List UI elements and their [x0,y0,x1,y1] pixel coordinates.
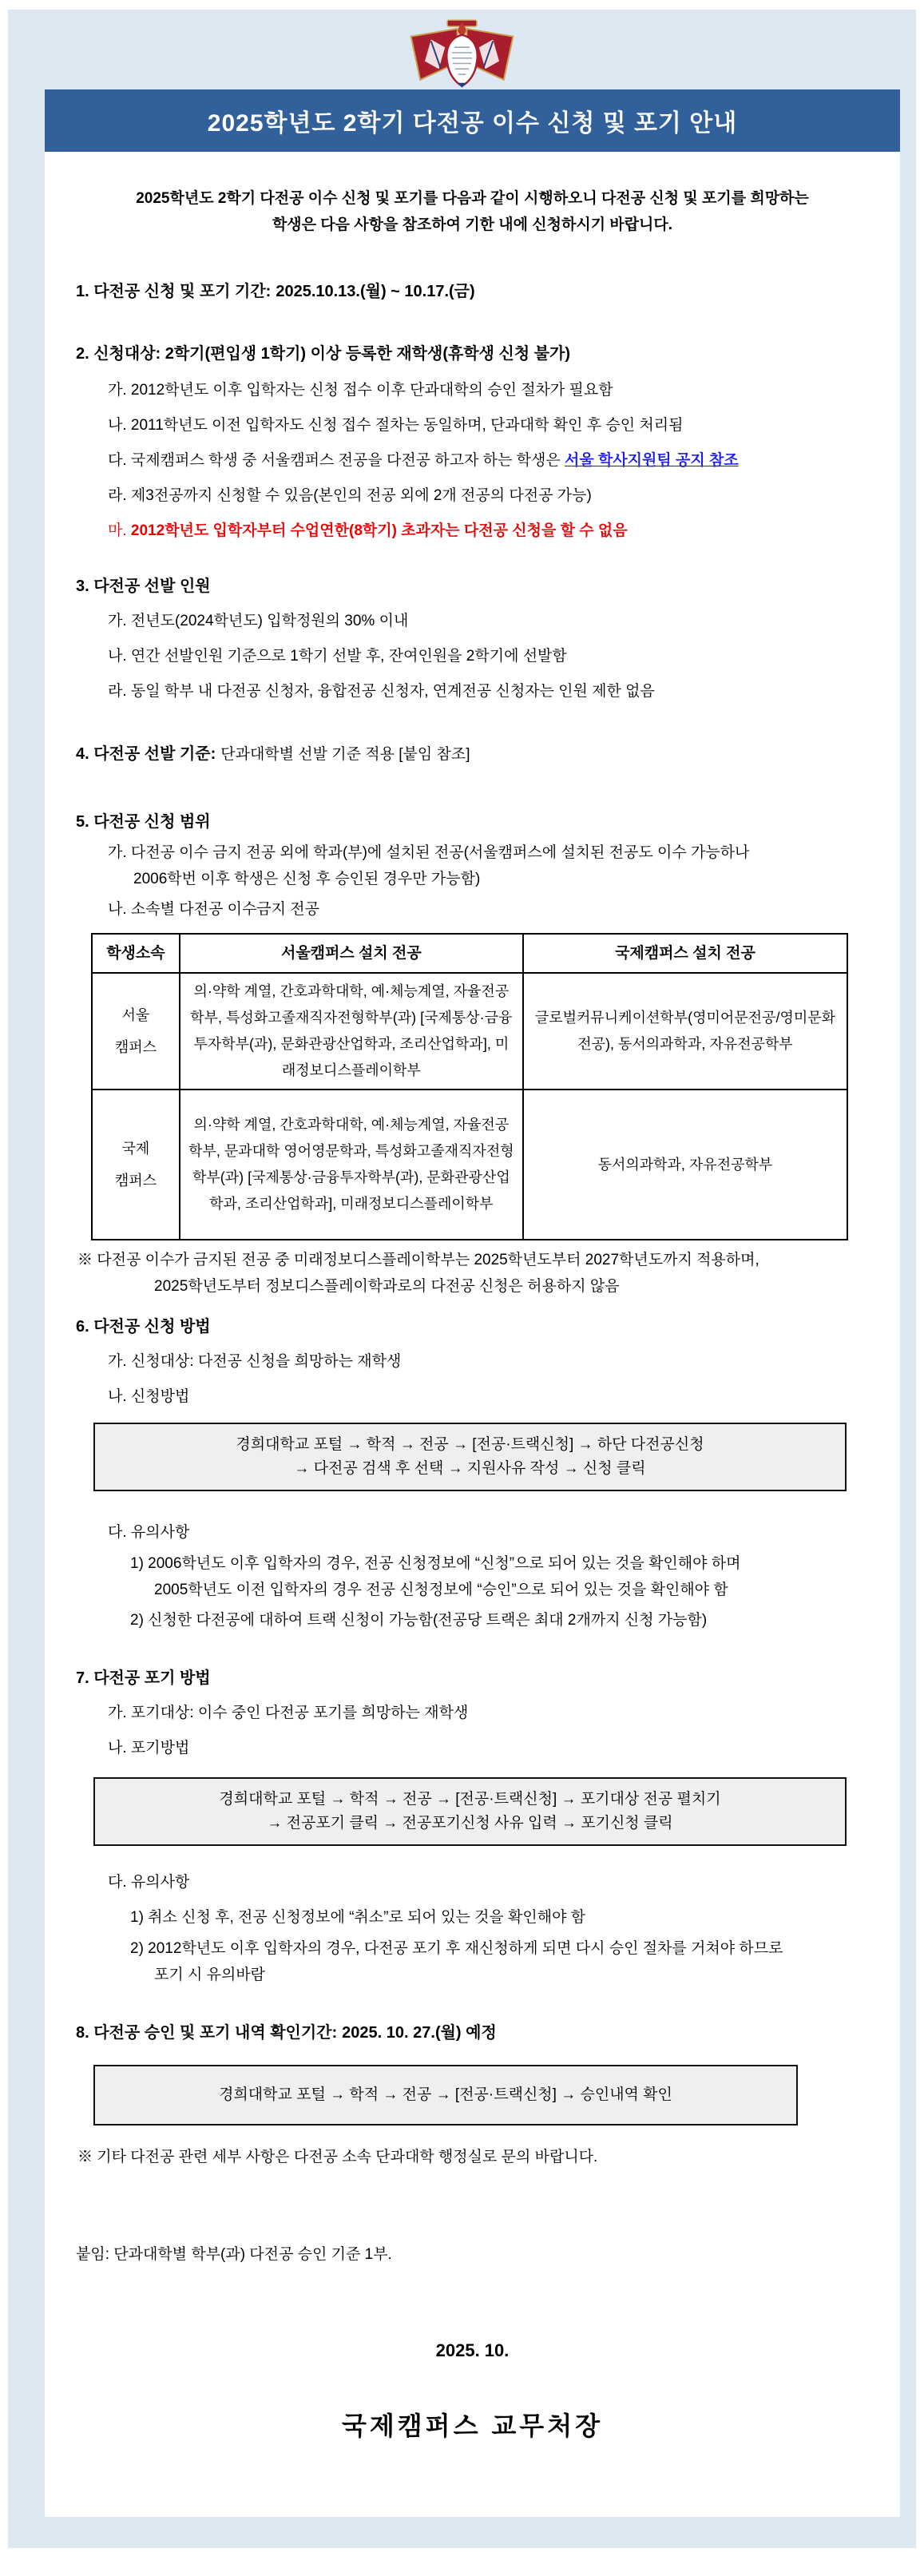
issue-date: 2025. 10. [435,2340,510,2360]
procedure-line: 경희대학교 포털 → 학적 → 전공 → [전공·트랙신청] → 하단 다전공신청 [236,1436,704,1453]
list-item: 가. 2012학년도 이후 입학자는 신청 접수 이후 단과대학의 승인 절차가 필요함 [108,382,613,399]
campus-name-line: 캠퍼스 [114,1039,157,1055]
signature: 국제캠퍼스 교무처장 [341,2411,604,2440]
procedure-box-apply [93,1423,847,1491]
list-item: 나. 2011학년도 이전 입학자도 신청 접수 절차는 동일하며, 단과대학 확인 후 승인 처리됨 [108,417,684,434]
list-item: 나. 소속별 다전공 이수금지 전공 [108,901,319,918]
section-4-label: 4. 다전공 선발 기준: [76,745,216,763]
cell-seoul-majors: 의·약학 계열, 간호과학대학, 예·체능계열, 자율전공학부, 문과대학 영어영문학과, 특성화고졸재직자전형학부(과) [국제통상·금융투자학부(과), 문화관광산업학과, 조리산업학과], 미래정보디스플레이학부 [180,1090,523,1240]
sub-item-line: 1) 2006학년도 이후 입학자의 경우, 전공 신청정보에 “신청”으로 되어 있는 것을 확인해야 하며 [130,1555,741,1572]
cell-campus [92,1090,180,1240]
content-box [45,152,900,2517]
sub-list-item [45,1550,900,1603]
list-item: 다. 유의사항 [108,1874,190,1891]
intro-paragraph [45,185,900,238]
list-item-text: 다. 국제캠퍼스 학생 중 서울캠퍼스 전공을 다전공 하고자 하는 학생은 [108,452,565,469]
list-item [45,443,900,478]
section-8-label: 8. 다전공 승인 및 포기 내역 확인기간: [76,2024,338,2042]
section-4-value: 단과대학별 선발 기준 적용 [붙임 참조] [220,746,470,763]
procedure-box-confirm [93,2065,798,2125]
sub-list-item [45,1935,900,1988]
cell-global-majors: 동서의과학과, 자유전공학부 [523,1090,847,1240]
sub-list-item: 1) 취소 신청 후, 전공 신청정보에 “취소”로 되어 있는 것을 확인해야 함 [130,1909,586,1926]
warning-text: 2012학년도 입학자부터 수업연한(8학기) 초과자는 다전공 신청을 할 수 없음 [130,522,628,539]
table-header-row [92,934,847,973]
table-footnote [45,1247,900,1300]
list-item-marker: 마. [108,522,131,539]
column-header-affiliation: 학생소속 [92,934,180,973]
cell-global-majors: 글로벌커뮤니케이션학부(영미어문전공/영미문화전공), 동서의과학과, 자유전공학부 [523,973,847,1090]
column-header-seoul-campus: 서울캠퍼스 설치 전공 [180,934,523,973]
contact-note: ※ 기타 다전공 관련 세부 사항은 다전공 소속 단과대학 행정실로 문의 바랍니다. [77,2149,598,2165]
procedure-line: → 전공포기 클릭 → 전공포기신청 사유 입력 → 포기신청 클릭 [267,1815,673,1832]
section-1-label: 1. 다전공 신청 및 포기 기간: [76,283,272,300]
campus-name-line: 캠퍼스 [114,1173,157,1189]
list-item-line: 2006학번 이후 학생은 신청 후 승인된 경우만 가능함) [133,871,481,887]
sub-item-line: 포기 시 유의바람 [154,1967,266,1983]
section-3-items [45,604,900,709]
page-title: 2025학년도 2학기 다전공 이수 신청 및 포기 안내 [207,110,738,137]
cell-campus [92,973,180,1090]
document-panel [8,10,916,2548]
seoul-academic-support-notice-link[interactable]: 서울 학사지원팀 공지 참조 [564,452,739,469]
procedure-line: 경희대학교 포털 → 학적 → 전공 → [전공·트랙신청] → 승인내역 확인 [219,2086,672,2103]
section-2-items [45,373,900,549]
column-header-global-campus: 국제캠퍼스 설치 전공 [523,934,847,973]
list-item: 나. 신청방법 [108,1388,190,1405]
list-item: 나. 포기방법 [108,1740,190,1756]
section-7-title: 7. 다전공 포기 방법 [76,1669,211,1687]
procedure-line: 경희대학교 포털 → 학적 → 전공 → [전공·트랙신청] → 포기대상 전공 펼치기 [219,1791,721,1808]
logo-area [8,10,916,89]
footnote-line: 2025학년도부터 정보디스플레이학과로의 다전공 신청은 허용하지 않음 [154,1278,620,1295]
procedure-line: → 다전공 검색 후 선택 → 지원사유 작성 → 신청 클릭 [294,1460,646,1477]
list-item-line: 가. 다전공 이수 금지 전공 외에 학과(부)에 설치된 전공(서울캠퍼스에 설치된 전공도 이수 가능하나 [108,844,750,861]
section-4-criteria [45,736,900,772]
list-item-warning [45,514,900,549]
cell-seoul-majors: 의·약학 계열, 간호과학대학, 예·체능계열, 자율전공학부, 특성화고졸재직자전형학부(과) [국제통상·금융투자학부(과), 문화관광산업학과, 조리산업학과], 미래정보디스플레이학부 [180,973,523,1090]
list-item: 가. 신청대상: 다전공 신청을 희망하는 재학생 [108,1353,402,1370]
list-item: 가. 전년도(2024학년도) 입학정원의 30% 이내 [108,613,409,629]
sub-item-line: 2) 2012학년도 이후 입학자의 경우, 다전공 포기 후 재신청하게 되면 다시 승인 절차를 거쳐야 하므로 [130,1940,783,1957]
sub-list-item: 2) 신청한 다전공에 대하여 트랙 신청이 가능함(전공당 트랙은 최대 2개까지 신청 가능함) [130,1612,708,1629]
section-8-confirm-period [45,2015,900,2050]
list-item: 라. 동일 학부 내 다전공 신청자, 융합전공 신청자, 연계전공 신청자는 인원 제한 없음 [108,683,655,700]
section-3-title: 3. 다전공 선발 인원 [76,578,211,595]
table-row [92,973,847,1090]
list-item: 다. 유의사항 [108,1524,190,1541]
section-8-value: 2025. 10. 27.(월) 예정 [342,2024,497,2042]
sub-item-line: 2005학년도 이전 입학자의 경우 전공 신청정보에 “승인”으로 되어 있는 것을 확인해야 함 [154,1582,728,1598]
attachment-note: 붙임: 단과대학별 학부(과) 다전공 승인 기준 1부. [76,2246,392,2263]
list-item [45,839,900,892]
footnote-line: ※ 다전공 이수가 금지된 전공 중 미래정보디스플레이학부는 2025학년도부터 2027학년도까지 적용하며, [77,1252,759,1268]
title-banner [45,89,900,152]
university-emblem-icon [400,15,524,89]
list-item: 나. 연간 선발인원 기준으로 1학기 선발 후, 잔여인원을 2학기에 선발함 [108,648,567,665]
section-1-value: 2025.10.13.(월) ~ 10.17.(금) [276,283,475,300]
intro-line: 학생은 다음 사항을 참조하여 기한 내에 신청하시기 바랍니다. [272,216,673,233]
procedure-box-withdraw [93,1777,847,1846]
list-item: 라. 제3전공까지 신청할 수 있음(본인의 전공 외에 2개 전공의 다전공 가능) [108,487,592,504]
section-5-title: 5. 다전공 신청 범위 [76,813,211,831]
list-item: 가. 포기대상: 이수 중인 다전공 포기를 희망하는 재학생 [108,1705,469,1721]
campus-name-line: 국제 [121,1141,150,1157]
forbidden-majors-table [91,933,848,1240]
section-6-title: 6. 다전공 신청 방법 [76,1318,211,1336]
section-1-period [45,274,900,309]
intro-line: 2025학년도 2학기 다전공 이수 신청 및 포기를 다음과 같이 시행하오니 다전공 신청 및 포기를 희망하는 [136,190,809,207]
campus-name-line: 서울 [121,1007,150,1023]
table-row [92,1090,847,1240]
section-2-title: 2. 신청대상: 2학기(편입생 1학기) 이상 등록한 재학생(휴학생 신청 불가) [76,345,570,363]
